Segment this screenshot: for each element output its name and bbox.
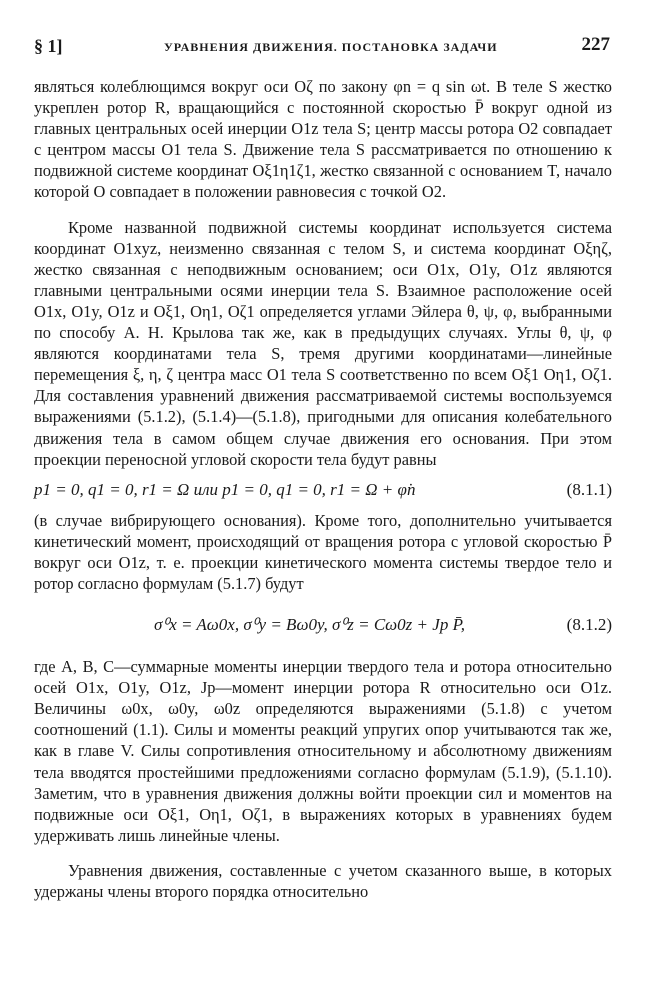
equation-8-1-2	[34, 594, 612, 656]
equation-number: (8.1.1)	[566, 479, 612, 499]
equation-expression: p1 = 0, q1 = 0, r1 = Ω или p1 = 0, q1 = 0, r1 = Ω + φ̇n	[34, 479, 416, 499]
running-head	[34, 34, 610, 62]
section-marker: § 1]	[34, 36, 63, 56]
equation-expression: σ⁰x = Aω0x, σ⁰y = Bω0y, σ⁰z = Cω0z + Jp P̄,	[154, 615, 466, 635]
page-number: 227	[581, 34, 610, 55]
paragraph-2: Кроме названной подвижной системы координат используется система координат O1xyz, неизменно связанная с телом S, и система координат Oξηζ, жестко связанная с неподвижным основанием; оси O1x, O1y, O1z являются главными центральными осями инерции тела S. Взаимное расположение осей O1x, O1y, O1z и Oξ1, Oη1, Oζ1 определяется углами Эйлера θ, ψ, φ, выбранными по способу А. Н. Крылова так же, как в предыдущих случаях. Углы θ, ψ, φ являются координатами тела S, тремя другими координатами—линейные перемещения ξ, η, ζ центра масс O1 тела S соответственно по всем Oξ1 Oη1, Oζ1. Для составления уравнений движения рассматриваемой системы воспользуемся выражениями (5.1.2), (5.1.4)—(5.1.8), пригодными для описания колебательного движения тела в самом общем случае движения его основания. При этом проекции переносной угловой скорости тела будут равны	[34, 217, 612, 469]
paragraph-4: где A, B, C—суммарные моменты инерции твердого тела и ротора относительно осей O1x, O1y, O1z, Jp—момент инерции ротора R относительно оси O1z. Величины ω0x, ω0y, ω0z определяются выражениями (5.1.8) с учетом соотношений (1.1). Силы и моменты реакций упругих опор учитываются так же, как в главе V. Силы сопротивления относительному и абсолютному движениям тела вводятся простейшими предложениями согласно формулам (5.1.9), (5.1.10). Заметим, что в уравнения движения должны войти проекции сил и моментов на подвижные оси Oξ1, Oη1, Oζ1, в выражениях которых в уравнениях будем удерживать лишь линейные члены.	[34, 657, 612, 845]
paragraph-gap	[34, 846, 612, 860]
running-title: УРАВНЕНИЯ ДВИЖЕНИЯ. ПОСТАНОВКА ЗАДАЧИ	[164, 40, 498, 54]
paragraph-3: (в случае вибрирующего основания). Кроме того, дополнительно учитывается кинетический момент, происходящий от вращения ротора с угловой скоростью P̄ вокруг оси O1z, т. е. проекции кинетического момента системы твердое тело и ротор согласно формулам (5.1.7) будут	[34, 510, 612, 593]
body-text	[34, 76, 612, 902]
paragraph-1: являться колеблющимся вокруг оси Oζ по закону φn = q sin ωt. В теле S жестко укреплен ротор R, вращающийся с постоянной скоростью P̄ вокруг одной из главных центральных осей инерции O1z тела S; центр массы ротора O2 совпадает с центром массы O1 тела S. Движение тела S рассматривается по отношению к подвижной системе координат Oξ1η1ζ1, жестко связанной с основанием T, начало которой O совпадает в положении равновесия с точкой O2.	[34, 77, 612, 202]
equation-number: (8.1.2)	[566, 615, 612, 635]
paragraph-5: Уравнения движения, составленные с учетом сказанного выше, в которых удержаны члены второго порядка относительно	[34, 860, 612, 901]
paragraph-gap	[34, 203, 612, 217]
equation-8-1-1	[34, 470, 612, 510]
